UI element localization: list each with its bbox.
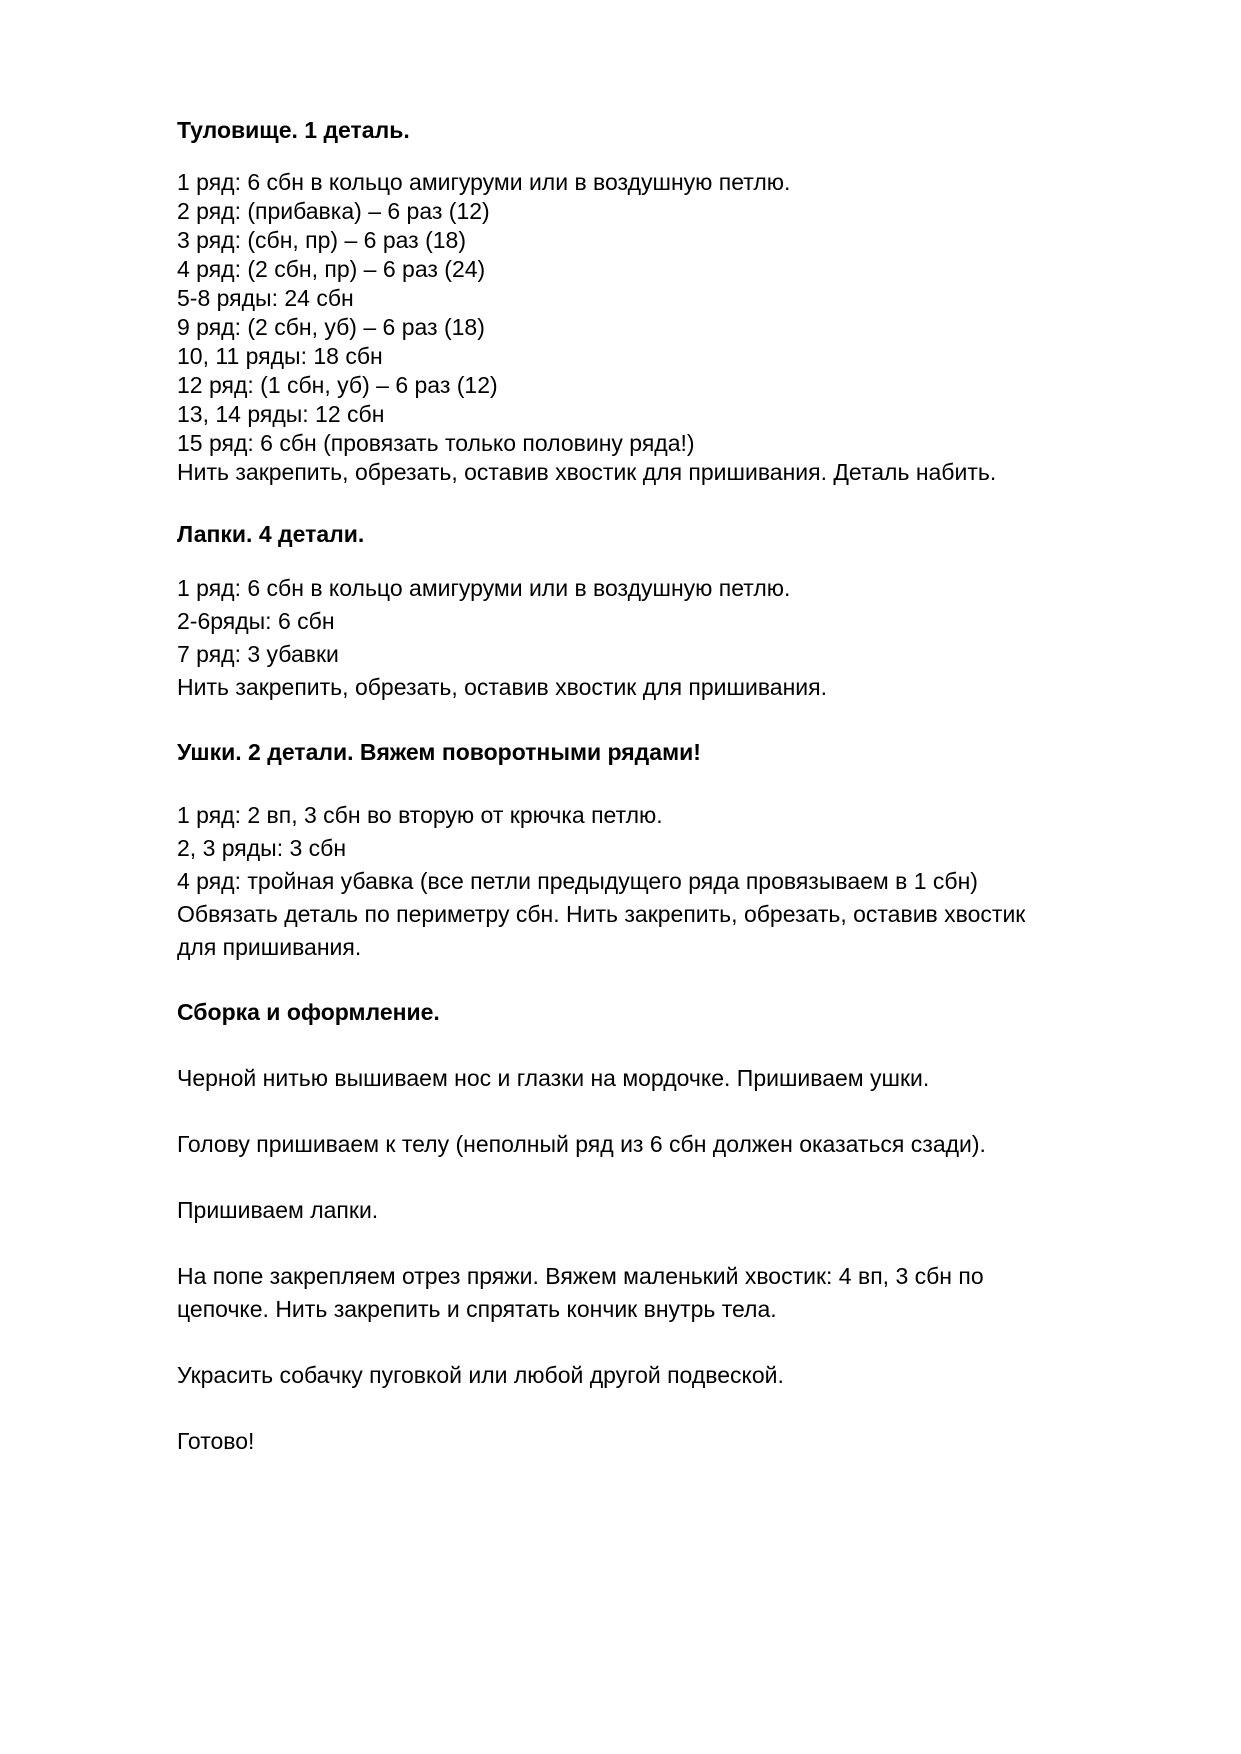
legs-section-rows <box>177 574 1137 706</box>
ears-row-2: 2, 3 ряды: 3 сбн <box>177 835 347 861</box>
assembly-section-heading: Сборка и оформление. <box>177 999 440 1025</box>
assembly-paragraph-1: Черной нитью вышиваем нос и глазки на мордочке. Пришиваем ушки. <box>177 1065 930 1091</box>
assembly-paragraph-4a: На попе закрепляем отрез пряжи. Вяжем маленький хвостик: 4 вп, 3 сбн по <box>177 1263 984 1289</box>
body-row-4: 4 ряд: (2 сбн, пр) – 6 раз (24) <box>177 256 486 282</box>
ears-row-4: Обвязать деталь по периметру сбн. Нить закрепить, обрезать, оставив хвостик <box>177 901 1026 927</box>
legs-row-1: 1 ряд: 6 сбн в кольцо амигуруми или в воздушную петлю. <box>177 575 791 601</box>
body-section-rows <box>177 168 1137 487</box>
ears-row-1: 1 ряд: 2 вп, 3 сбн во вторую от крючка петлю. <box>177 802 663 828</box>
ears-section-heading: Ушки. 2 детали. Вяжем поворотными рядами! <box>177 739 701 765</box>
body-section-heading: Туловище. 1 деталь. <box>177 117 410 143</box>
assembly-paragraph-6: Готово! <box>177 1428 255 1454</box>
body-row-3: 3 ряд: (сбн, пр) – 6 раз (18) <box>177 227 467 253</box>
ears-row-3: 4 ряд: тройная убавка (все петли предыдущего ряда провязываем в 1 сбн) <box>177 868 978 894</box>
body-row-10: 15 ряд: 6 сбн (провязать только половину ряда!) <box>177 430 695 456</box>
body-row-1: 1 ряд: 6 сбн в кольцо амигуруми или в воздушную петлю. <box>177 169 791 195</box>
legs-section-heading: Лапки. 4 детали. <box>177 521 365 547</box>
body-row-5: 5-8 ряды: 24 сбн <box>177 285 354 311</box>
legs-row-2: 2-6ряды: 6 сбн <box>177 608 335 634</box>
assembly-paragraph-2: Голову пришиваем к телу (неполный ряд из 6 сбн должен оказаться сзади). <box>177 1131 986 1157</box>
body-row-11: Нить закрепить, обрезать, оставив хвостик для пришивания. Деталь набить. <box>177 459 997 485</box>
body-row-6: 9 ряд: (2 сбн, уб) – 6 раз (18) <box>177 314 485 340</box>
assembly-paragraph-5: Украсить собачку пуговкой или любой другой подвеской. <box>177 1362 784 1388</box>
legs-row-4: Нить закрепить, обрезать, оставив хвостик для пришивания. <box>177 674 827 700</box>
body-row-7: 10, 11 ряды: 18 сбн <box>177 343 383 369</box>
ears-row-5: для пришивания. <box>177 934 362 960</box>
assembly-paragraph-4b: цепочке. Нить закрепить и спрятать кончик внутрь тела. <box>177 1296 777 1322</box>
legs-row-3: 7 ряд: 3 убавки <box>177 641 339 667</box>
assembly-paragraph-3: Пришиваем лапки. <box>177 1197 379 1223</box>
body-row-8: 12 ряд: (1 сбн, уб) – 6 раз (12) <box>177 372 498 398</box>
ears-section-rows <box>177 801 1137 966</box>
body-row-9: 13, 14 ряды: 12 сбн <box>177 401 385 427</box>
body-row-2: 2 ряд: (прибавка) – 6 раз (12) <box>177 198 490 224</box>
